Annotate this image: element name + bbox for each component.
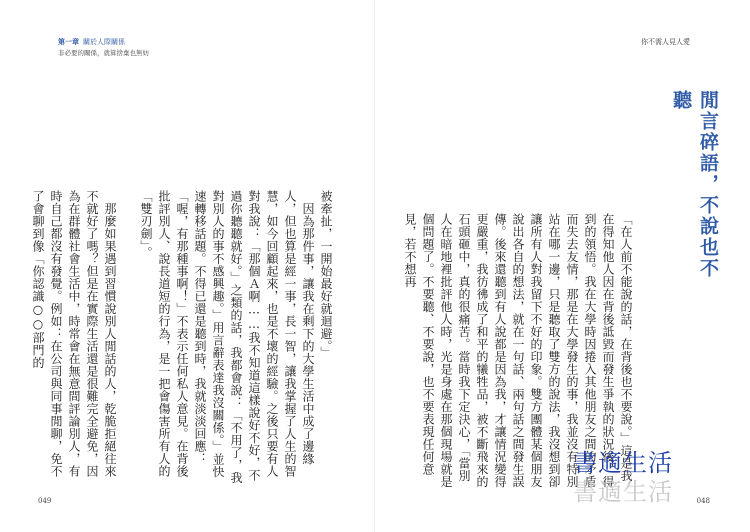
section-title: 閒言碎語，不說也不聽 (670, 90, 719, 279)
chapter-title: 關於人際關係 (83, 38, 125, 46)
publisher-watermark: 書適生活 (573, 449, 673, 477)
right-page (375, 0, 750, 532)
right-body-text: 「在人前不能說的話，在背後也不要說。」這是我在得知他人因在背後詆毀而發生爭執的狀況後，得到的領悟。我在大學時因捲入其他朋友之間的矛盾而失去友情，那是在大學發生的事，我並沒有特別站在哪一邊，只是聽取了雙方的說法，我沒想到卻讓所有人對我留下不好的印象。雙方團體某個朋友說出各自的想法，就在一句話、兩句話之間發生誤傳。後來還聽到有人說都是因為我，才讓情況變得更嚴重，我彷彿成了和平的犧牲品，被不斷飛來的石頭砸中，真的很痛苦。當時我下定決心，「當別人在暗地裡批評他人時，光是身處在那個現場就是個問題了。不要聽、不要說，也不要表現任何意見，若不想再 (403, 213, 633, 488)
running-head-subtitle: 非必要的關係，就算捨棄也無妨 (58, 49, 149, 57)
running-head-right: 你不需人見人愛 (641, 38, 690, 46)
running-head-left (58, 37, 149, 58)
left-body-text: 被牽扯，一開始最好就迴避。」 因為那件事，讓我在剩下的大學生活中成了邊緣人，但也算是經一事，長一智，讓我掌握了人生的智慧，如今回顧起來，也是不壞的經驗。之後只要有人對我說：「那個Ａ啊……我不知道這樣說好不好，不過你聽聽就好。」之類的話，我都會說：「不用了，我對別人的事不感興趣。」用言辭表達我沒關係。」並快速轉移話題。不得已還是聽到時，我就淡淡回應：「喔，有那種事啊！」不表示任何私人意見。在背後批評別人、說長道短的行為，是一把會傷害所有人的「雙刃劍」。 那麼如果遇到習慣說別人閒話的人，乾脆拒絕往來不就好了嗎？但是在實際生活還是很難完全避免，因為在群體社會生活中，時常會在無意間評論別人，有時自己都沒有發覺。例如：在公司與同事閒聊，免不了會聊到像「你認識○○部門的 (31, 190, 333, 484)
chapter-label: 第一章 (58, 37, 79, 46)
page-number-right: 048 (696, 497, 710, 505)
publisher-watermark-shadow: 書適生活 (573, 478, 673, 506)
page-number-left: 049 (38, 497, 52, 505)
